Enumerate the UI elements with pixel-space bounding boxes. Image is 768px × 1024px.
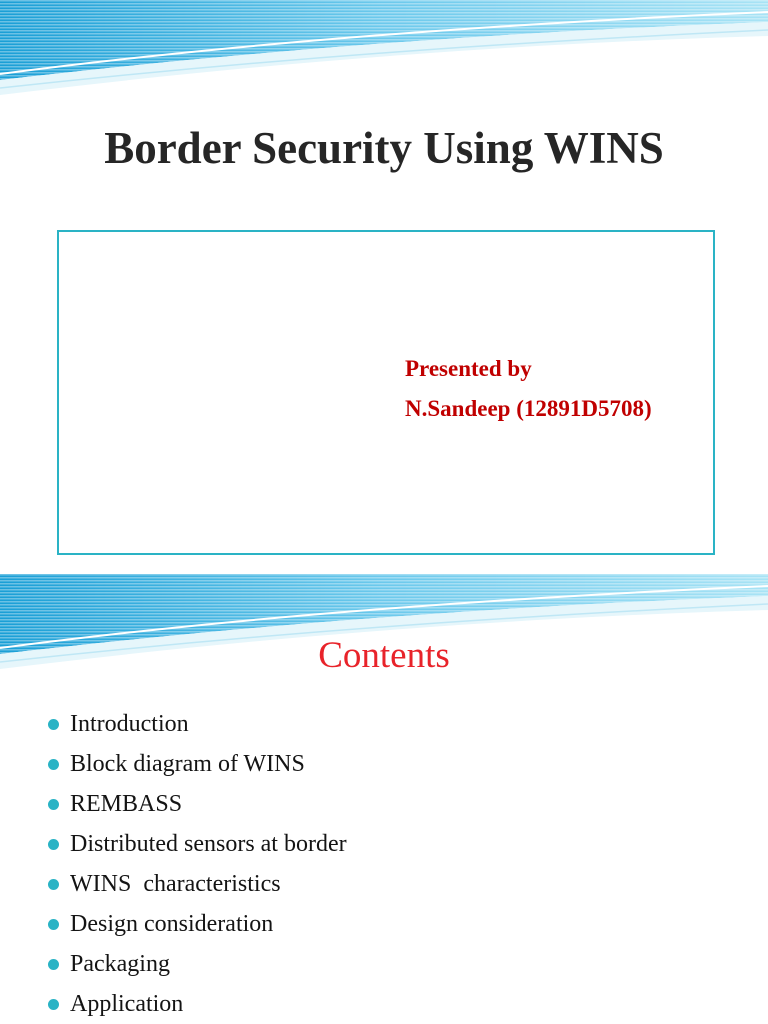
list-item [46,904,347,944]
subtitle-box [57,230,715,555]
wave-banner-icon [0,0,768,95]
list-item-label: Block diagram of WINS [70,751,305,777]
list-item [46,864,347,904]
list-item-label: Distributed sensors at border [70,831,347,857]
bullet-dot-icon [48,719,59,730]
slide-title-text: Border Security Using WINS [104,123,664,173]
bullet-dot-icon [48,879,59,890]
bullet-dot-icon [48,759,59,770]
list-item-label: Application [70,991,184,1017]
bullet-dot-icon [48,959,59,970]
bullet-dot-icon [48,839,59,850]
contents-heading: Contents [318,635,450,676]
list-item [46,704,347,744]
bullet-dot-icon [48,799,59,810]
list-item-label: Packaging [70,951,170,977]
bullet-dot-icon [48,999,59,1010]
list-item [46,824,347,864]
list-item [46,944,347,984]
list-item [46,784,347,824]
presented-by-label: Presented by [405,356,532,381]
list-item-label: Design consideration [70,911,274,937]
list-item-label: REMBASS [70,791,183,817]
contents-list [46,704,347,1024]
list-item-label: Introduction [70,711,189,737]
presenter-name: N.Sandeep (12891D5708) [405,396,652,421]
list-item [46,744,347,784]
slide-contents [0,574,768,1024]
list-item-label: WINS characteristics [70,871,281,897]
bullet-dot-icon [48,919,59,930]
list-item [46,984,347,1024]
